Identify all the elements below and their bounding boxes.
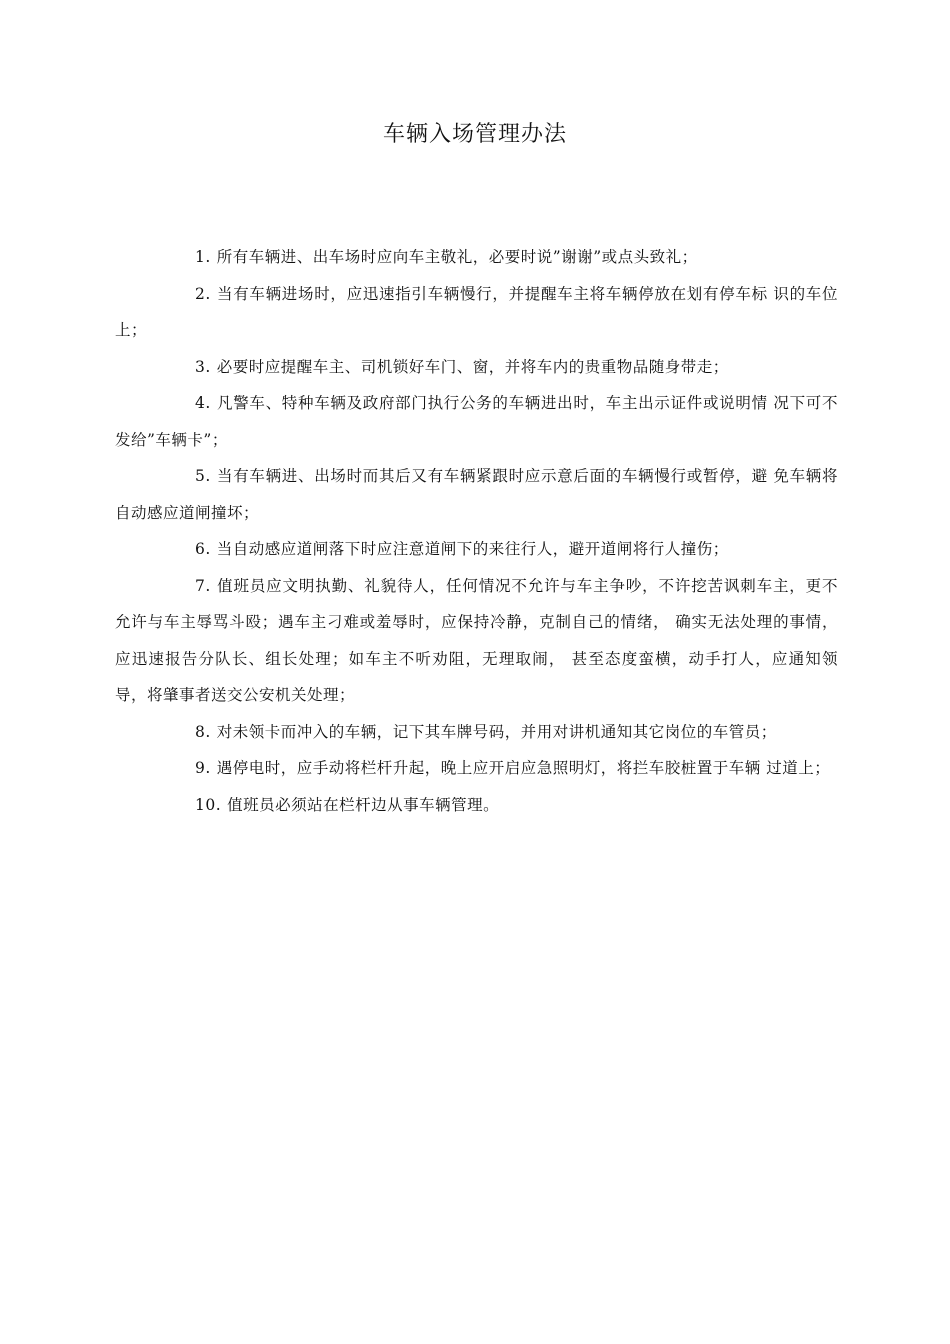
rule-number: 2. xyxy=(195,284,211,303)
document-title: 车辆入场管理办法 xyxy=(382,122,567,147)
rule-number: 7. xyxy=(195,576,211,595)
rule-item xyxy=(115,787,838,824)
rule-number: 6. xyxy=(195,540,211,558)
rule-text: 值班员必须站在栏杆边从事车辆管理。 xyxy=(227,795,500,814)
rule-number: 1. xyxy=(195,248,211,266)
rule-text: 值班员应文明执勤、礼貌待人，任何情况不允许与车主争吵，不许挖苦讽刺车主，更不允许与车主辱骂斗殴；遇车主刁难或羞辱时，应保持冷静，克制自己的情绪， 确实无法处理的事情，应迅速报告分队长、组长处理；如车主不听劝阻，无理取闹， 甚至态度蛮横，动手打人，应通知领导，将肇事者送交公安机关处理； xyxy=(115,576,838,704)
rule-item xyxy=(115,750,838,787)
rule-item xyxy=(115,531,838,568)
rule-number: 8. xyxy=(195,722,211,741)
rules-list xyxy=(115,239,838,823)
rule-text: 必要时应提醒车主、司机锁好车门、窗，并将车内的贵重物品随身带走； xyxy=(216,357,729,376)
rule-text: 当自动感应道闸落下时应注意道闸下的来往行人，避开道闸将行人撞伤； xyxy=(216,540,729,558)
rule-text: 所有车辆进、出车场时应向车主敬礼，必要时说”谢谢”或点头致礼； xyxy=(216,248,698,266)
rule-text: 当有车辆进场时，应迅速指引车辆慢行，并提醒车主将车辆停放在划有停车标 识的车位上； xyxy=(115,284,838,339)
rule-item xyxy=(115,239,838,276)
rule-number: 9. xyxy=(195,759,211,777)
rule-number: 10. xyxy=(195,795,222,814)
rule-item xyxy=(115,349,838,386)
rule-text: 遇停电时，应手动将栏杆升起，晚上应开启应急照明灯，将拦车胶桩置于车辆 过道上； xyxy=(216,759,831,777)
rule-number: 5. xyxy=(195,467,211,485)
rule-number: 3. xyxy=(195,357,211,376)
rule-item xyxy=(115,458,838,531)
rule-number: 4. xyxy=(195,394,211,412)
rule-text: 当有车辆进、出场时而其后又有车辆紧跟时应示意后面的车辆慢行或暂停，避 免车辆将自动感应道闸撞坏； xyxy=(115,467,838,522)
rule-item xyxy=(115,276,838,349)
rule-item xyxy=(115,714,838,751)
rule-text: 凡警车、特种车辆及政府部门执行公务的车辆进出时，车主出示证件或说明情 况下可不发给”车辆卡”； xyxy=(115,394,838,449)
rule-text: 对未领卡而冲入的车辆，记下其车牌号码，并用对讲机通知其它岗位的车管员； xyxy=(216,722,777,741)
rule-item xyxy=(115,385,838,458)
rule-item xyxy=(115,568,838,714)
